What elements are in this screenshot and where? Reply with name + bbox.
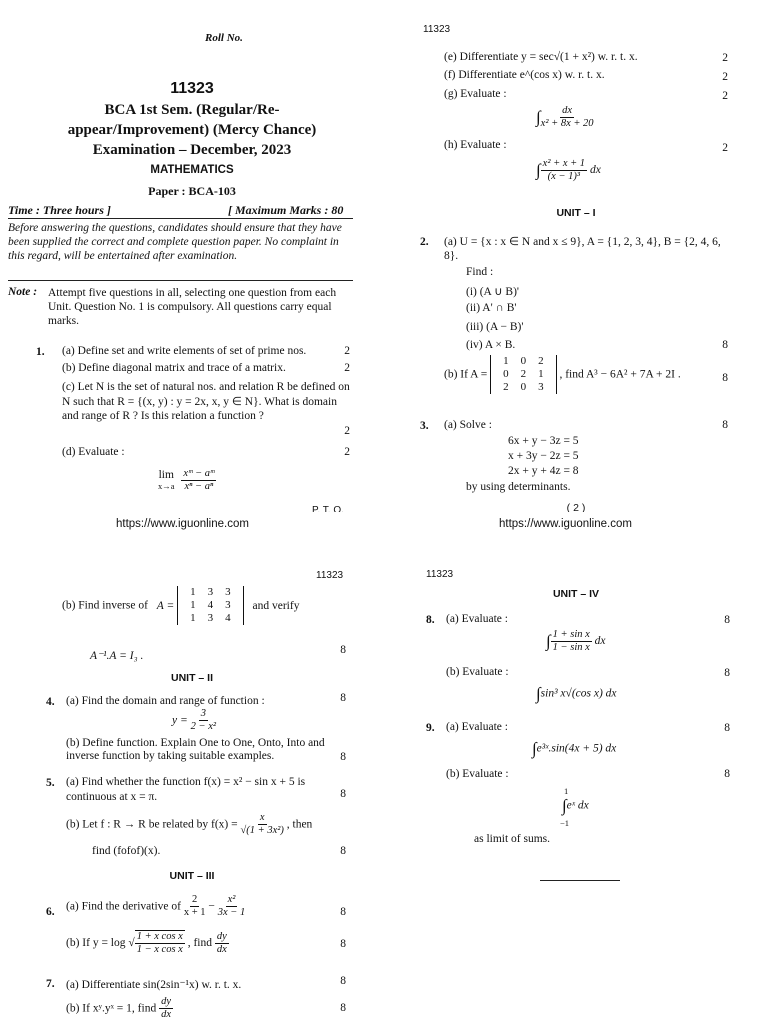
q5b-numerator: x [259,812,265,823]
time-label: Time : Three hours ] [8,203,111,217]
q9a: (a) Evaluate : [446,721,508,733]
q8a-marks: 8 [724,614,730,626]
q2a: (a) U = {x : x ∈ N and x ≤ 9}, A = {1, 2, 3, 4}, B = {2, 4, 6, 8}. [444,236,721,262]
q8b-integral: ∫sin³ x√(cos x) dx [536,684,617,703]
q1f-marks: 2 [722,71,728,83]
lim-numerator: xᵐ − aᵐ [183,468,215,479]
q3-number: 3. [420,420,429,432]
unit-4-heading: UNIT – IV [552,588,600,600]
q1e: (e) Differentiate y = sec√(1 + x²) w. r. t. x. [444,51,638,63]
q1g-integral: ∫ $\frac{dx}{\text{x² + 8x + 20}}$ [536,105,594,129]
q6b-denominator: 1 − x cos x [136,944,183,955]
q9-number: 9. [426,722,435,734]
q3b-marks: 8 [340,644,346,656]
q8b-integrand: sin³ x√(cos x) dx [540,687,617,700]
q4a: (a) Find the domain and range of function : [66,695,265,707]
q2b-matrix-cell: 1 [538,368,544,380]
q7b-prefix: (b) If xʸ.yˣ = 1, find [66,1002,157,1015]
q2b-matrix-cell: 0 [520,381,527,393]
q9b-tail: as limit of sums. [474,833,551,845]
q3b-matrix-cell: 1 [190,612,196,624]
q7-number: 7. [46,978,55,990]
page-2-code: 11323 [423,24,451,35]
q3b-prefix: (b) Find inverse of [62,599,148,612]
page-1 [0,0,384,512]
q3b-a-equals: A = [156,599,175,612]
q1c-marks: 2 [344,425,350,437]
q2a-marks: 8 [722,339,728,351]
q2b-matrix-row [497,355,550,368]
q3b-matrix [177,586,244,625]
unit-1-heading: UNIT – I [556,207,596,219]
equation-3: 2x + y + 4z = 8 [508,465,579,477]
q2b-matrix-cell: 3 [538,381,544,393]
equation-2: x + 3y − 2z = 5 [508,450,579,462]
q3a-marks: 8 [722,419,728,431]
title-line-1: BCA 1st Sem. (Regular/Re- [104,102,280,118]
q3b-matrix-cell: 1 [190,586,196,598]
q2b-matrix-cell: 2 [503,381,509,393]
q2b-matrix [490,355,557,394]
q8-number: 8. [426,614,435,626]
q1f: (f) Differentiate e^(cos x) w. r. t. x. [444,69,605,81]
q8a-dx: dx [594,635,606,648]
q6a-prefix: (a) Find the derivative of [66,900,181,913]
q2b-matrix-cell: 2 [538,355,544,367]
page-4 [384,532,768,1024]
q1d-marks: 2 [344,446,350,458]
q6a-num-1: 2 [192,894,198,905]
max-marks: [ Maximum Marks : 80 [228,203,344,217]
subject: MATHEMATICS [150,164,234,176]
q4-function [172,708,216,733]
q6b [66,930,229,956]
q6a [66,894,245,919]
q3b-matrix-cell: 3 [207,612,214,624]
page-3-code: 11323 [316,570,344,581]
q2-number: 2. [420,236,429,248]
q6-number: 6. [46,906,55,918]
q6b-prefix: (b) If y = log √ [66,937,135,949]
q2b-suffix: , find A³ − 6A² + 7A + 2I . [559,368,681,381]
q9b-lower-limit: −1 [560,818,570,828]
lim-label: lim [158,468,174,481]
page-4-code: 11323 [426,569,454,580]
q2b-matrix-cell: 2 [520,368,527,380]
find-label: Find : [466,266,494,278]
q9a-marks: 8 [724,722,730,734]
page-number-2: ( 2 ) [566,502,586,512]
note-label: Note : [8,286,38,298]
q3b-matrix-cell: 3 [225,599,231,611]
q6a-marks: 8 [340,906,346,918]
q2b-matrix-cell: 0 [520,355,527,367]
page-2-url[interactable]: https://www.iguonline.com [499,518,632,530]
q4-number: 4. [46,696,55,708]
q8a-numerator: 1 + sin x [552,629,590,640]
q9a-integral: ∫e³ˣ.sin(4x + 5) dx [532,739,617,758]
q1h: (h) Evaluate : [444,139,507,151]
q3b-matrix-cell: 4 [207,599,214,611]
q3b-matrix-cell: 3 [225,586,231,598]
q1h-marks: 2 [722,142,728,154]
q2b-matrix-cell: 1 [503,355,509,367]
q2a-iv: (iv) A × B. [466,339,516,351]
q2a-ii: (ii) A' ∩ B' [466,302,517,314]
q3b [62,586,299,625]
q4-denominator: 2 − x² [190,721,217,732]
q6a-den-2: 3x − 1 [217,907,246,918]
verify-expression: A⁻¹.A = I₃ . [90,650,144,662]
title-line-2: appear/Improvement) (Mercy Chance) [67,122,317,138]
q2a-i: (i) (A ∪ B)' [466,286,519,298]
q3b-matrix-row [184,599,237,612]
q3b-matrix-row [184,586,237,599]
q5-number: 5. [46,777,55,789]
q1b-marks: 2 [344,362,350,374]
note-text: Attempt five questions in all, selecting one question from each Unit. Question No. 1 is compulsory. All questions carry equal marks. [48,287,337,327]
q1g-denominator: x² + 8x + 20 [540,118,594,129]
q6b-marks: 8 [340,938,346,950]
q5a-marks: 8 [340,788,346,800]
q1a-marks: 2 [344,345,350,357]
q3b-matrix-cell: 3 [207,586,214,598]
pto: P. T. O. [312,505,344,512]
q7b-dy: dy [161,996,171,1007]
q1g-marks: 2 [722,90,728,102]
q1-number: 1. [36,346,45,358]
paper-code: 11323 [170,80,214,97]
q1d: (d) Evaluate : [62,446,125,458]
q1c: (c) Let N is the set of natural nos. and relation R be defined on N such that R = {(x, y) : y = 2x, x, y ∈ N}. What is domain and range of R ? Is this relation a function ? [62,381,350,422]
q5b-marks: 8 [340,845,346,857]
q9b-integral: ∫eˣ dx [562,796,589,815]
equation-1: 6x + y − 3z = 5 [508,435,579,447]
q1a: (a) Define set and write elements of set of prime nos. [62,345,307,357]
q7a-marks: 8 [340,975,346,987]
page-1-url[interactable]: https://www.iguonline.com [116,518,249,530]
q1b: (b) Define diagonal matrix and trace of a matrix. [62,362,286,374]
q1h-dx: dx [589,164,601,177]
q8a-denominator: 1 − sin x [552,642,590,653]
q8a: (a) Evaluate : [446,613,508,625]
q2b-marks: 8 [722,372,728,384]
title-line-3: Examination – December, 2023 [92,142,292,158]
q3-tail: by using determinants. [466,481,571,493]
q6b-mid: , find [187,937,212,949]
q9b: (b) Evaluate : [446,768,509,780]
q1g: (g) Evaluate : [444,88,507,100]
page-3 [0,532,384,1024]
q8b-marks: 8 [724,667,730,679]
q9b-marks: 8 [724,768,730,780]
q6b-dy: dy [216,930,227,942]
q2b-matrix-row [497,368,550,381]
q5a: (a) Find whether the function f(x) = x² − sin x + 5 is continuous at x = π. [66,776,306,803]
q2a-iii: (iii) (A − B)' [466,321,524,333]
q8a-integral: ∫ $\frac{\text{1 + sin x}}{\text{1 − sin x}}$ dx [546,629,606,653]
page-2 [384,0,768,512]
q9b-upper-limit: 1 [564,786,569,796]
q1g-numerator: dx [562,105,573,116]
q4b-marks: 8 [340,751,346,763]
q5b [66,812,312,837]
q3b-suffix: and verify [252,599,300,612]
q3b-matrix-cell: 1 [190,599,196,611]
q6b-dx: dx [216,943,227,955]
q5b-line-2: find (fofof)(x). [92,845,161,857]
q6a-den-1: x + 1 [183,907,206,918]
q7b [66,996,173,1021]
q4-y: y = [172,714,188,727]
q4a-marks: 8 [340,692,346,704]
q3a: (a) Solve : [444,419,492,431]
end-rule [540,880,620,881]
lim-subscript: x→a [158,480,175,491]
q7b-marks: 8 [340,1002,346,1014]
q3b-matrix-cell: 4 [225,612,231,624]
instructions: Before answering the questions, candidates should ensure that they have been supplied the correct and complete question paper. No complaint in this regard, will be entertained after examination. [8,222,342,262]
q9a-integrand: e³ˣ.sin(4x + 5) dx [536,742,617,755]
q5b-prefix: (b) Let f : R → R be related by f(x) = [66,818,238,831]
q5b-denominator: √(1 + 3x²) [240,825,284,836]
q2b [444,355,681,394]
lim-denominator: xⁿ − aⁿ [184,481,214,492]
q8b: (b) Evaluate : [446,666,509,678]
q5b-suffix: , then [286,818,313,831]
q9b-integrand: eˣ dx [566,799,589,812]
q2b-matrix-row [497,381,550,394]
q7a: (a) Differentiate sin(2sin⁻¹x) w. r. t. x. [66,979,242,991]
unit-3-heading: UNIT – III [169,870,215,882]
q6a-num-2: x² [227,894,236,905]
unit-2-heading: UNIT – II [170,672,213,684]
q1h-denominator: (x − 1)³ [547,171,581,182]
q4b: (b) Define function. Explain One to One, Onto, Into and inverse function by taking suitable examples. [66,737,325,762]
roll-no-label: Roll No. [205,32,243,44]
paper-label: Paper : BCA-103 [148,184,236,198]
q1h-integral: ∫ $\frac{\text{x² + x + 1}}{\text{(x − 1)³}}$ dx [536,158,601,182]
q2b-prefix: (b) If A = [444,368,488,381]
q6b-numerator: 1 + x cos x [136,931,183,942]
q6a-minus: − [208,900,215,913]
q1e-marks: 2 [722,52,728,64]
q2b-matrix-cell: 0 [503,368,509,380]
q3b-matrix-row [184,612,237,625]
q4-numerator: 3 [200,708,206,719]
q7b-dx: dx [161,1009,171,1020]
q1h-numerator: x² + x + 1 [542,158,586,169]
limit-expression [158,468,216,493]
